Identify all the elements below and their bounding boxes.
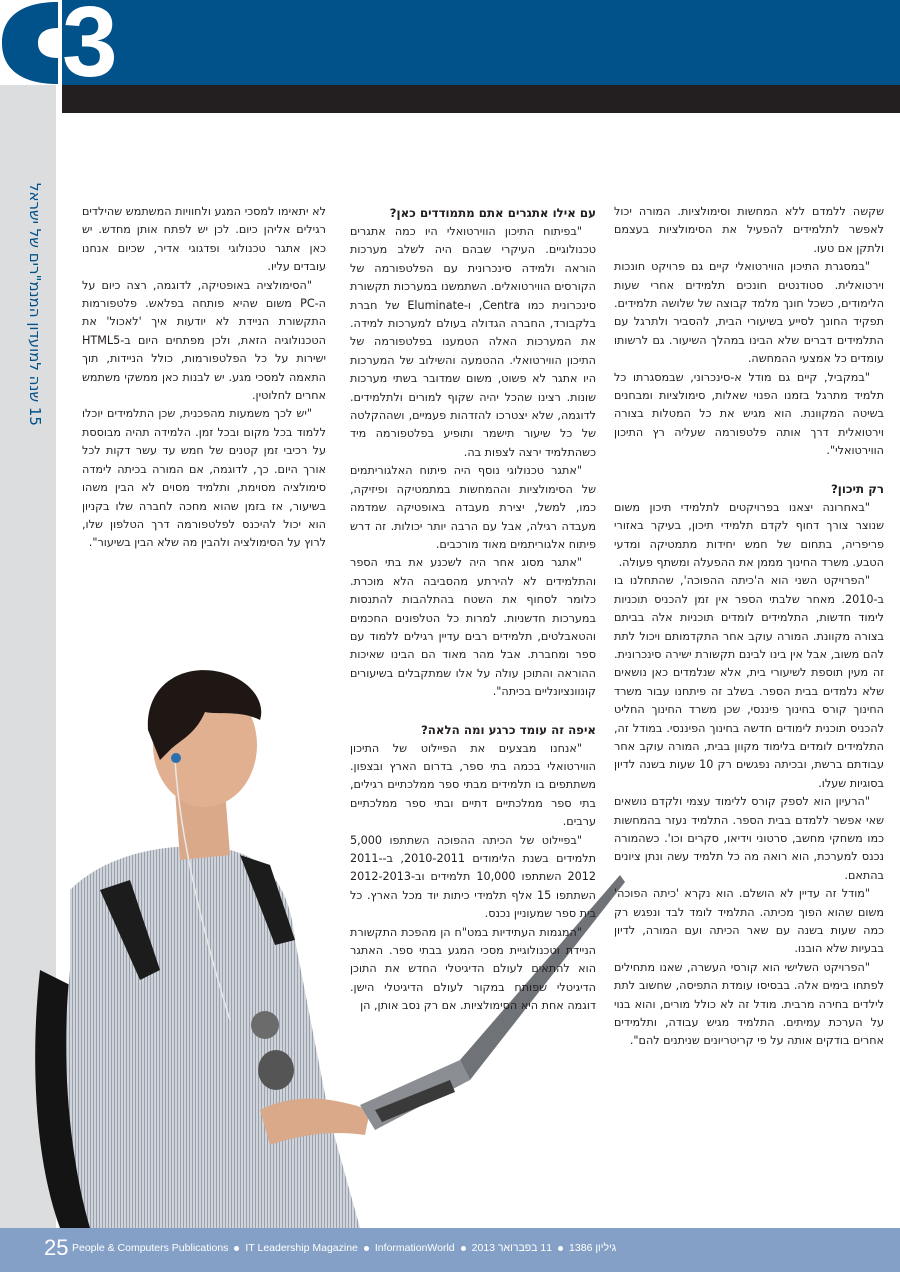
- article-paragraph: "במסגרת התיכון הווירטואלי קיים גם פרויקט חונכות וירטואלית. סטודנטים חונכים תלמידים אחרי שעות הלימודים, כשכל חונך מלמד קבוצה של שלושה תלמידים. תפקיד החונך לסייע בשיעורי הבית, להסביר ולתרגל עם התלמידים דברים שלא הבינו במהלך השיעור. גם לרשותו עומדים כל אמצעי ההמחשה.: [614, 260, 884, 366]
- footer-site: InformationWorld: [374, 1242, 455, 1254]
- footer-issue: גיליון 1386: [569, 1242, 617, 1254]
- header-bar: [0, 0, 900, 85]
- article-paragraph: "בפיילוט של הכיתה ההפוכה השתתפו 5,000 תלמידים בשנת הלימודים 2010-2011, ב-2011-2012 השתתפו 10,000 תלמידים וב-2012-2013 השתתפו 15 אלף תלמידי כיתות יוד מכל הארץ. כל בית ספר שמעוניין נכנס.: [350, 833, 597, 921]
- footer-date: 11 בפברואר 2013: [471, 1242, 553, 1254]
- logo-c-mark: [0, 0, 62, 86]
- bullet-icon: [234, 1246, 239, 1251]
- article-paragraph: "מודל זה עדיין לא הושלם. הוא נקרא 'כיתה הפוכה' משום שהוא הפוך מכיתה. התלמיד לומד לבד ונפגש רק כמה שעות בשנה עם שאר הכיתה ועם המורה, לדיון בבעיות שלא הובנו.: [614, 887, 884, 956]
- article-paragraph: "הרעיון הוא לספק קורס ללימוד עצמי ולקדם נושאים שאי אפשר ללמדם בבית הספר. התלמיד נעזר בהמחשות כמו משחקי מחשב, סרטוני וידיאו, סקרים וכו'. כשהמורה נכנס למערכת, הוא רואה מה כל תלמיד עשה ונתן ציונים בהתאם.: [614, 795, 884, 882]
- article-paragraph: "הפרויקט השני הוא ה'כיתה ההפוכה', שהתחלנו בו ב-2010. מאחר שלבתי הספר אין זמן להכניס תוכניות לימוד חדשות, התלמידים לומדים תוכניות אלה בביתם בצורה מקוונת. המורה עוקב אחר התקדמותם ויכול לתת להם משוב, אבל אין בינו לבינם תקשורת ישירה סינכרונית. זה מעין תוספת לשיעורי בית, אלא שנלמדים כאן נושאים שלא נלמדים בבית הספר. בשלב זה פיתחנו עבור משרד החינוך קורס בחינוך פיננסי, שכן משרד החינוך החליט להכניס תוכנית לימודים חדשה בחינוך הפיננסי. במודל זה, התלמידים לומדים בלימוד מקוון בבית, המורה עוקב אחר עבודתם ברשת, ובכיתה נפגשים רק 10 שעות בשנה לדיון בסוגיות שעלו.: [614, 574, 884, 790]
- article-paragraph: "באחרונה יצאנו בפרויקטים לתלמידי תיכון משום שנוצר צורך דחוף לקדם תלמידי תיכון, בעיקר באזורי פריפריה, בתחום של חמש יחידות מתמטיקה ומדעי הטבע. משרד החינוך מממן את ההפעלה ומשתף פעולה.: [614, 500, 884, 569]
- footer-magazine: IT Leadership Magazine: [245, 1242, 358, 1254]
- section-heading: עם אילו אתגרים אתם מתמודדים כאן?: [389, 206, 596, 220]
- section-heading: רק תיכון?: [830, 481, 884, 496]
- section-spacer: [350, 702, 596, 720]
- article-paragraph: "הסימולציה באופטיקה, לדוגמה, רצה כיום על ה-PC משום שהיא פותחה בפלאש. פלטפורמות התקשורת הניידת לא יודעות איך 'לאכול' את הטכנולוגיה הזאת, ולכן מפתחים היום ב-HTML5 ישירות על כל הפלטפורמות, כולל הניידות, תוך התאמה למסכי מגע. יש לבנות כאן ממשקי משתמש אחרים לחלוטין.: [82, 278, 326, 403]
- bullet-icon: [364, 1246, 369, 1251]
- logo-digit: 3: [62, 0, 116, 98]
- article-paragraph: "אתגר טכנולוגי נוסף היה פיתוח האלגוריתמים של הסימולציות וההמחשות במתמטיקה ופיזיקה, כמו, למשל, יצירת מעבדה באופטיקה שמדמה מעבדה רגילה, אבל עם הרבה יותר יכולות. זה דרש פיתוח אלגוריתמים מאוד מורכבים.: [350, 464, 596, 551]
- article-paragraph: שקשה ללמדם ללא המחשות וסימולציות. המורה יכול לאפשר לתלמידים להפעיל את הסימולציות בעצמם ולתקן אם טעו.: [614, 205, 884, 255]
- header-stripe: [62, 85, 900, 113]
- bullet-icon: [558, 1246, 563, 1251]
- section-spacer: [614, 461, 884, 479]
- page-number: 25: [44, 1235, 69, 1260]
- article-paragraph: "בפיתוח התיכון הווירטואלי היו כמה אתגרים טכנולוגיים. העיקרי שבהם היה לשלב מערכות הוראה ולמידה סינכרונית עם הפלטפורמה של הקורסים הווירטואלים. השתמשנו במערכות תקשורת סינכרונית כמו Centra, ו-Eluminate של חברת בלקבורד, החברה הגדולה בעולם למערכות למידה. את המערכות האלה הטמענו בפלטפורמה של התיכון הווירטואלי. ההטמעה והשילוב של המערכות היו אתגר לא פשוט, משום שמדובר בשתי מערכות שונות. רצינו שהכל יהיה שקוף למורים ולתלמידים. לדוגמה, שלא יצטרכו להזדהות פעמיים, ושההקלטה של כל שיעור תישמר ותופיע בפלטפורמה מיד כשהתלמיד ירצה לצפות בה.: [350, 225, 597, 459]
- article-column-middle: [350, 203, 596, 1016]
- article-paragraph: "הפרויקט השלישי הוא קורסי העשרה, שאנו מתחילים לפתחו בימים אלה. בבסיסו עומדת התפיסה, שחשוב לתת לילדים בחירה מרבית. מודל זה לא כולל מורים, והוא בנוי על הערכת עמיתים. התלמיד מגיש עבודה, ותלמידים אחרים בודקים אותה על פי קריטריונים שניתנים להם".: [614, 960, 884, 1048]
- article-paragraph: "אנחנו מבצעים את הפיילוט של התיכון הווירטואלי בכמה בתי ספר, בדרום הארץ ובצפון. משתתפים בו תלמידים מבתי ספר ממלכתיים רגילים, בתי ספר ממלכתיים דתיים ובתי ספר ממלכתיים ערבים.: [350, 741, 596, 829]
- section-heading: איפה זה עומד כרגע ומה הלאה?: [420, 722, 596, 737]
- article-paragraph: "במקביל, קיים גם מודל א-סינכרוני, שבמסגרתו כל תלמיד מתרגל בזמנו הפנוי שאלות, סימולציות ומבחנים בשיטה המקוונת. הוא מגיש את כל המטלות בצורה וירטואלית דרך אותה פלטפורמה שעליה רץ התיכון הווירטואלי".: [614, 370, 884, 458]
- article-column-right: [614, 203, 884, 1051]
- article-paragraph: "המגמות העתידיות במט"ח הן מהפכת התקשורת הניידת וטכנולוגיית מסכי המגע בבתי ספר. האתגר הוא להתאים לעולם הדיגיטלי החדש את התוכן הדיגיטלי שפותח במקור לעולם הדיגיטלי הישן. דוגמה אחת היא הסימולציות. אם רק נסב אותן, הן: [350, 925, 596, 1013]
- article-paragraph: "אתגר מסוג אחר היה לשכנע את בתי הספר והתלמידים לא להירתע מהסביבה הלא מוכרת. כלומר לסחוף את השטח בהתלהבות להתנסות במערכות חדשניות. למרות כל הטלפונים החכמים והטאבלטים, תלמידים רבים עדיין רגילים ללמוד עם ספר ומחברת. אבל מהר מאוד הם הבינו שאיכות ההוראה והתוכן עולה על אלו שמתקבלים בשיעורים קונוונציונליים בכיתה".: [350, 556, 596, 699]
- page-footer: [0, 1228, 900, 1272]
- logo: [0, 0, 62, 85]
- footer-publisher: People & Computers Publications: [72, 1242, 229, 1254]
- article-column-left: [82, 203, 326, 553]
- article-paragraph: "יש לכך משמעות מהפכנית, שכן התלמידים יוכלו ללמוד בכל מקום ובכל זמן. הלמידה תהיה מבוססת על רכיבי זמן קטנים של חמש עד עשר דקות לכל אורך היום. כך, לדוגמה, אם המורה בכיתה לימדה סימולציה מסוימת, ותלמיד מסוים לא הבין משהו בשיעור, אז בזמן שהוא מחכה לחברה שלו בקניון הוא יכול להיכנס לפלטפורמה דרך הטלפון שלו, לרוץ על הסימולציה ולהבין מה שלא הבין בשיעור".: [82, 407, 326, 550]
- footer-credits: [72, 1242, 616, 1254]
- bullet-icon: [461, 1246, 466, 1251]
- article-paragraph: לא יתאימו למסכי המגע ולחוויות המשתמש שהילדים רגילים אליהן כיום. לכן יש לפתח אותן מחדש. יש כאן אתגר טכנולוגי ופדגוגי אדיר, שכיום אנחנו עובדים עליו.: [82, 205, 326, 274]
- sidebar-vertical-title: 15 שנה למועדון המנמ"רים של ישראל: [26, 183, 44, 426]
